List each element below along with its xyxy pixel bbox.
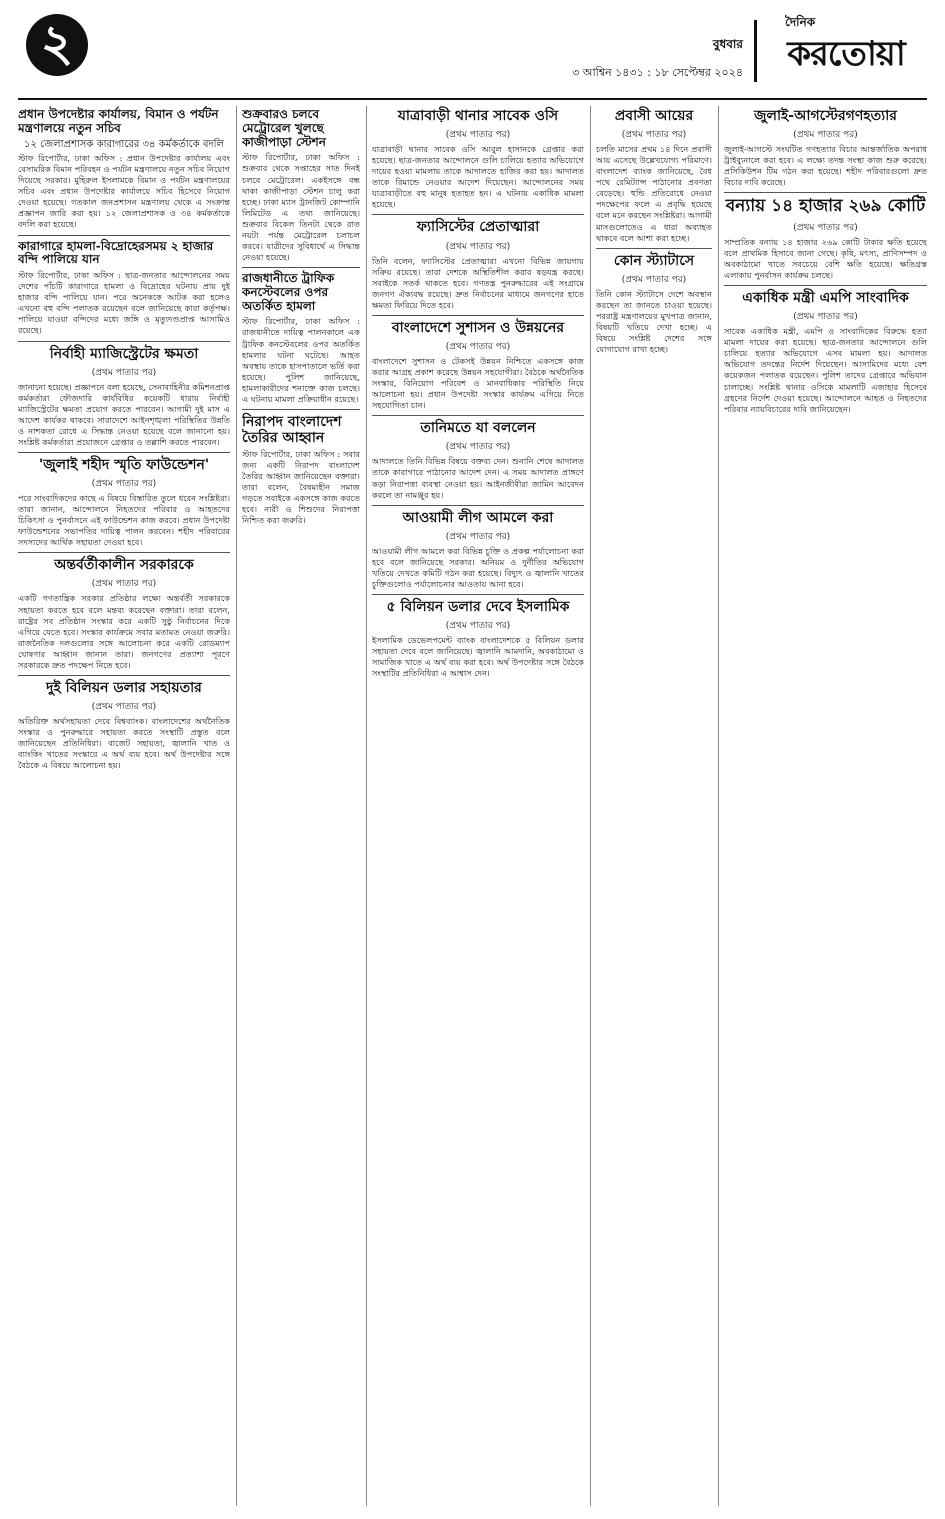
continued-label: (প্রথম পাতার পর) [91,702,157,712]
column-5 [724,106,927,1506]
divider [242,267,360,268]
body-a5: একটি গণতান্ত্রিক সরকার প্রতিষ্ঠার লক্ষ্যে অন্তর্বর্তী সরকারকে সহায়তা করতে হবে বলে মন্তব্য করেছেন বক্তারা। তারা বলেন, রাষ্ট্রের সব প্রতিষ্ঠান সংস্কার করে একটি সুষ্ঠু নির্বাচনের দিকে এগিয়ে যেতে হবে। সংস্কার কার্যক্রমে সবার মতামত নেওয়া জরুরি। রাজনৈতিক দলগুলোর সঙ্গে আলোচনা করে একটি রোডম্যাপ ঘোষণার আহ্বান জানান তারা। জনগণের প্রত্যাশা পূরণে সরকারকে দ্রুত পদক্ষেপ নিতে হবে। [18,593,230,670]
logo-title: করতোয়া [787,34,905,74]
column-rule [366,106,367,1506]
column-1 [18,106,230,1506]
headline-a18: জুলাই-আগস্টেরগণহত্যার [754,108,897,124]
divider [372,415,584,416]
body-a20: সাবেক একাধিক মন্ত্রী, এমপি ও সাংবাদিকের বিরুদ্ধে হত্যা মামলা দায়ের করা হয়েছে। ছাত্র-জনতার আন্দোলনে গুলি চালিয়ে হত্যার অভিযোগে এসব মামলা হয়। আদালত অভিযোগ তদন্তের নির্দেশ দিয়েছেন। আসামিদের মধ্যে বেশ কয়েকজন পলাতক রয়েছেন। পুলিশ তাদের গ্রেপ্তারে অভিযান চালাচ্ছে। সংশ্লিষ্ট থানার ওসিকে মামলাটি এজাহার হিসেবে গ্রহণের নির্দেশ দেওয়া হয়েছে। আন্দোলনে আহত ও নিহতদের পরিবার ন্যায়বিচারের দাবি জানিয়েছেন। [724,326,927,414]
continued-label: (প্রথম পাতার পর) [445,241,511,252]
headline-a20: একাধিক মন্ত্রী এমপি সাংবাদিক [742,290,909,307]
continued-label: (প্রথম পাতার পর) [445,341,511,352]
body-a19: সাম্প্রতিক বন্যায় ১৪ হাজার ২৬৯ কোটি টাকার ক্ষতি হয়েছে বলে প্রাথমিক হিসাবে জানা গেছে। কৃষি, মৎস্য, প্রাণিসম্পদ ও অবকাঠামো খাতে সবচেয়ে বেশি ক্ষতি হয়েছে। ক্ষতিগ্রস্ত এলাকায় পুনর্বাসন কার্যক্রম চলছে। [724,236,927,281]
headline-a16: প্রবাসী আয়ের [614,108,694,124]
body-a10: যাত্রাবাড়ী থানার সাবেক ওসি আবুল হাসানকে গ্রেপ্তার করা হয়েছে। ছাত্র-জনতার আন্দোলনে গুলি চালিয়ে হত্যার অভিযোগে দায়ের হওয়া মামলায় তাকে আদালতে হাজির করা হয়। আদালত তাকে রিমান্ডে নেওয়ার আদেশ দিয়েছেন। আন্দোলনের সময় যাত্রাবাড়ীতে বহু মানুষ হতাহত হন। এ ঘটনায় একাধিক মামলা হয়েছে। [372,144,584,210]
masthead-rule [18,98,927,100]
continued-label: (প্রথম পাতার পর) [445,442,511,453]
subhead-a1: ১২ জেলাপ্রশাসক কারাগারের ৩৪ কর্মকর্তাকে বদলি [24,138,224,150]
headline-a6: দুই বিলিয়ন ডলার সহায়তার [46,679,202,696]
headline-a3: নির্বাহী ম্যাজিস্ট্রেটের ক্ষমতা [49,345,199,362]
divider [596,248,712,249]
dateline [572,36,743,83]
body-a12: বাংলাদেশে সুশাসন ও টেকসই উন্নয়ন নিশ্চিতে একসঙ্গে কাজ করার আগ্রহ প্রকাশ করেছে উন্নয়ন সহযোগীরা। বৈঠকে অর্থনৈতিক সংস্কার, বিনিয়োগ পরিবেশ ও মানবাধিকার পরিস্থিতি নিয়ে আলোচনা হয়। প্রধান উপদেষ্টা সংস্কার কার্যক্রম এগিয়ে নিতে সহযোগিতা চান। [372,355,584,411]
continued-label: (প্রথম পাতার পর) [445,130,511,141]
continued-label: (প্রথম পাতার পর) [445,531,511,542]
continued-label: (প্রথম পাতার পর) [793,222,858,233]
headline-a17: কোন স্ট্যাটাসে [613,252,695,269]
column-rule [236,106,237,1506]
column-3 [372,106,584,1506]
headline-a5: অন্তর্বর্তীকালীন সরকারকে [54,557,194,574]
column-4 [596,106,712,1506]
continued-label: (প্রথম পাতার পর) [621,130,687,141]
logo-prefix: দৈনিক [785,15,816,29]
body-a15: ইসলামিক ডেভেলপমেন্ট ব্যাংক বাংলাদেশকে ৫ বিলিয়ন ডলার সহায়তা দেবে বলে জানিয়েছে। জ্বালানি আমদানি, অবকাঠামো ও সামাজিক খাতে এ অর্থ ব্যয় করা হবে। অর্থ উপদেষ্টার সঙ্গে বৈঠকে সংস্থাটির প্রতিনিধিরা এ আশ্বাস দেন। [372,635,584,679]
masthead [18,6,933,106]
headline-a4: 'জুলাই শহীদ স্মৃতি ফাউন্ডেশন' [38,456,210,473]
divider [372,315,584,316]
body-a11: তিনি বলেন, ফ্যাসিস্টের প্রেতাত্মারা এখনো বিভিন্ন জায়গায় সক্রিয় রয়েছে। তারা দেশকে অস্থিতিশীল করার ষড়যন্ত্র করছে। সবাইকে সতর্ক থাকতে হবে। গণতন্ত্র পুনরুদ্ধারের এই সংগ্রামে জনগণ ঐক্যবদ্ধ রয়েছে। দ্রুত নির্বাচনের মাধ্যমে জনগণের হাতে ক্ষমতা ফিরিয়ে দিতে হবে। [372,255,584,310]
body-a6: অতিরিক্ত অর্থসহায়তা দেবে বিশ্বব্যাংক। বাংলাদেশের অর্থনৈতিক সংস্কার ও পুনরুদ্ধারে সহায়তা করতে সংস্থাটি প্রস্তুত বলে জানিয়েছেন প্রতিনিধিরা। বাজেট সহায়তা, জ্বালানি খাত ও ব্যাংকিং খাতের সংস্কারে এ অর্থ ব্যয় হবে। অর্থ উপদেষ্টার সঙ্গে বৈঠকে এ বিষয়ে আলোচনা হয়। [18,716,230,771]
continued-label: (প্রথম পাতার পর) [621,274,687,285]
body-a14: আওয়ামী লীগ আমলে করা বিভিন্ন চুক্তি ও প্রকল্প পর্যালোচনা করা হবে বলে জানিয়েছে সরকার। অনিয়ম ও দুর্নীতির অভিযোগ খতিয়ে দেখতে কমিটি গঠন করা হয়েছে। বিদ্যুৎ ও জ্বালানি খাতের চুক্তিগুলোও পর্যালোচনার আওতায় আনা হবে। [372,545,584,589]
body-a3: জানানো হয়েছে। প্রজ্ঞাপনে বলা হয়েছে, সেনাবাহিনীর কমিশনপ্রাপ্ত কর্মকর্তারা ফৌজদারি কার্যবিধির কয়েকটি ধারায় নির্বাহী ম্যাজিস্ট্রেটের ক্ষমতা প্রয়োগ করতে পারবেন। আগামী দুই মাস এ আদেশ কার্যকর থাকবে। সারাদেশে আইনশৃঙ্খলা পরিস্থিতির উন্নতি ও নাশকতা রোধে এ সিদ্ধান্ত নেওয়া হয়েছে বলে জানানো হয়। সংশ্লিষ্ট কর্মকর্তারা প্রয়োজনে গ্রেপ্তার ও তল্লাশি করতে পারবেন। [18,381,230,447]
page-number: ২ [26,14,88,76]
continued-label: (প্রথম পাতার পর) [793,130,858,141]
column-rule [590,106,591,1506]
body-a7: স্টাফ রিপোর্টার, ঢাকা অফিস : শুক্রবার থেকে সপ্তাহের সাত দিনই চলবে মেট্রোরেল। একইসঙ্গে বন্ধ থাকা কাজীপাড়া স্টেশন চালু করা হচ্ছে। ঢাকা ম্যাস ট্রানজিট কোম্পানি লিমিটেড এ তথ্য জানিয়েছে। শুক্রবার বিকেল তিনটা থেকে রাত নয়টা পর্যন্ত মেট্রোরেল চলাচল করবে। যাত্রীদের সুবিধার্থে এ সিদ্ধান্ত নেওয়া হয়েছে। [242,152,360,262]
divider [18,552,230,553]
divider [372,505,584,506]
divider [724,285,927,286]
divider [372,214,584,215]
body-a4: পরে সাংবাদিকদের কাছে এ বিষয়ে বিস্তারিত তুলে ধরেন সংশ্লিষ্টরা। তারা জানান, আন্দোলনে নিহতদের পরিবার ও আহতদের চিকিৎসা ও পুনর্বাসনে এই ফাউন্ডেশন কাজ করবে। প্রধান উপদেষ্টা ফাউন্ডেশনের সভাপতির দায়িত্ব পালন করবেন। শহীদ পরিবারের সদস্যদের আর্থিক সহায়তা দেওয়া হবে। [18,493,230,548]
divider [724,192,927,193]
divider [18,452,230,453]
column-2 [242,106,360,1506]
divider [18,235,230,236]
continued-label: (প্রথম পাতার পর) [91,479,157,490]
headline-a7: শুক্রবারও চলবে মেট্রোরেল খুলছে কাজীপাড়া স্টেশন [242,107,326,149]
column-rule [718,106,719,1506]
headline-a8: রাজধানীতে ট্রাফিক কনস্টেবলের ওপর অতর্কিত হামলা [242,271,335,313]
body-a18: জুলাই-আগস্টে সংঘটিত গণহত্যার বিচার আন্তর্জাতিক অপরাধ ট্রাইব্যুনালে করা হবে। এ লক্ষ্যে তদন্ত সংস্থা কাজ শুরু করেছে। প্রসিকিউশন টিম গঠন করা হয়েছে। শহীদ পরিবারগুলো দ্রুত বিচার দাবি করেছে। [724,144,927,188]
divider [242,409,360,410]
continued-label: (প্রথম পাতার পর) [445,621,511,632]
masthead-divider [754,20,757,82]
body-a1: স্টাফ রিপোর্টার, ঢাকা অফিস : প্রধান উপদেষ্টার কার্যালয় এবং বেসামরিক বিমান পরিবহন ও পর্যটন মন্ত্রণালয়ে নতুন সচিব নিয়োগ দিয়েছে সরকার। মুহিরুল ইসলামকে বিমান ও পর্যটন মন্ত্রণালয়ের সচিব এবং প্রধান উপদেষ্টার কার্যালয়ে সচিব হিসেবে নিয়োগ দেওয়া হয়েছে। গতকাল জনপ্রশাসন মন্ত্রণালয় থেকে এ সংক্রান্ত প্রজ্ঞাপন জারি করা হয়। ১২ জেলাপ্রশাসক ও ৩৪ কর্মকর্তাকে বদলি করা হয়েছে। [18,153,230,230]
body-a17: তিনি কোন স্ট্যাটাসে দেশে অবস্থান করছেন তা জানতে চাওয়া হয়েছে। পররাষ্ট্র মন্ত্রণালয়ের মুখপাত্র জানান, বিষয়টি খতিয়ে দেখা হচ্ছে। এ বিষয়ে সংশ্লিষ্ট দেশের সঙ্গে যোগাযোগ রাখা হচ্ছে। [596,288,712,355]
headline-a11: ফ্যাসিস্টের প্রেতাত্মারা [416,219,540,236]
headline-a2: কারাগারে হামলা-বিদ্রোহেরসময় ২ হাজার বন্দি পালিয়ে যান [18,238,214,267]
body-a9: স্টাফ রিপোর্টার, ঢাকা অফিস : সবার জন্য একটি নিরাপদ বাংলাদেশ তৈরির আহ্বান জানিয়েছেন বক্তারা। তারা বলেন, বৈষম্যহীন সমাজ গড়তে সবাইকে একসঙ্গে কাজ করতে হবে। নারী ও শিশুদের নিরাপত্তা নিশ্চিত করা জরুরি। [242,449,360,526]
continued-label: (প্রথম পাতার পর) [793,312,858,323]
headline-a12: বাংলাদেশে সুশাসন ও উন্নয়নের [391,319,565,336]
headline-a1: প্রধান উপদেষ্টার কার্যালয়, বিমান ও পর্যটন মন্ত্রণালয়ে নতুন সচিব [18,107,219,135]
newspaper-logo [761,14,931,74]
headline-a19: বন্যায় ১৪ হাজার ২৬৯ কোটি [725,196,926,217]
divider [18,675,230,676]
headline-a13: তানিমতে যা বললেন [420,420,536,437]
body-a2: স্টাফ রিপোর্টার, ঢাকা অফিস : ছাত্র-জনতার আন্দোলনের সময় দেশের পাঁচটি কারাগারে হামলা ও বিদ্রোহের ঘটনায় প্রায় দুই হাজার বন্দি পালিয়ে যান। পরে অনেককে আটক করা হলেও এখনো বহু বন্দি পলাতক রয়েছেন বলে জানিয়েছে কারা কর্তৃপক্ষ। পালিয়ে যাওয়া বন্দিদের মধ্যে জঙ্গি ও মৃত্যুদণ্ডপ্রাপ্ত আসামিও রয়েছে। [18,270,230,336]
date-label: ৩ আশ্বিন ১৪৩১ : ১৮ সেপ্টেম্বর ২০২৪ [572,66,743,79]
divider [372,594,584,595]
body-a16: চলতি মাসের প্রথম ১৪ দিনে প্রবাসী আয় এসেছে উল্লেখযোগ্য পরিমাণে। বাংলাদেশ ব্যাংক জানিয়েছে, বৈধ পথে রেমিট্যান্স পাঠানোর প্রবণতা বেড়েছে। হুন্ডি প্রতিরোধে নেওয়া পদক্ষেপের ফলে এ প্রবৃদ্ধি হয়েছে বলে মনে করছেন সংশ্লিষ্টরা। আগামী মাসগুলোতেও এ ধারা অব্যাহত থাকবে বলে আশা করা হচ্ছে। [596,144,712,243]
headline-a10: যাত্রাবাড়ী থানার সাবেক ওসি [397,108,559,124]
continued-label: (প্রথম পাতার পর) [91,579,157,590]
continued-label: (প্রথম পাতার পর) [91,367,157,378]
body-a13: আদালতে তিনি বিভিন্ন বিষয়ে বক্তব্য দেন। শুনানি শেষে আদালত তাকে কারাগারে পাঠানোর আদেশ দেন। এ সময় আদালত প্রাঙ্গণে কড়া নিরাপত্তা ব্যবস্থা নেওয়া হয়। আইনজীবীরা জামিন আবেদন করলে তা নামঞ্জুর হয়। [372,456,584,500]
headline-a14: আওয়ামী লীগ আমলে করা [402,509,554,526]
divider [18,341,230,342]
headline-a9: নিরাপদ বাংলাদেশ তৈরির আহ্বান [242,413,342,446]
headline-a15: ৫ বিলিয়ন ডলার দেবে ইসলামিক [386,598,570,615]
body-a8: স্টাফ রিপোর্টার, ঢাকা অফিস : রাজধানীতে দায়িত্ব পালনকালে এক ট্রাফিক কনস্টেবলের ওপর অতর্কিত হামলার ঘটনা ঘটেছে। আহত অবস্থায় তাকে হাসপাতালে ভর্তি করা হয়েছে। পুলিশ জানিয়েছে, হামলাকারীদের শনাক্তে কাজ চলছে। এ ঘটনায় মামলা প্রক্রিয়াধীন রয়েছে। [242,316,360,404]
day-label: বুধবার [712,37,743,51]
